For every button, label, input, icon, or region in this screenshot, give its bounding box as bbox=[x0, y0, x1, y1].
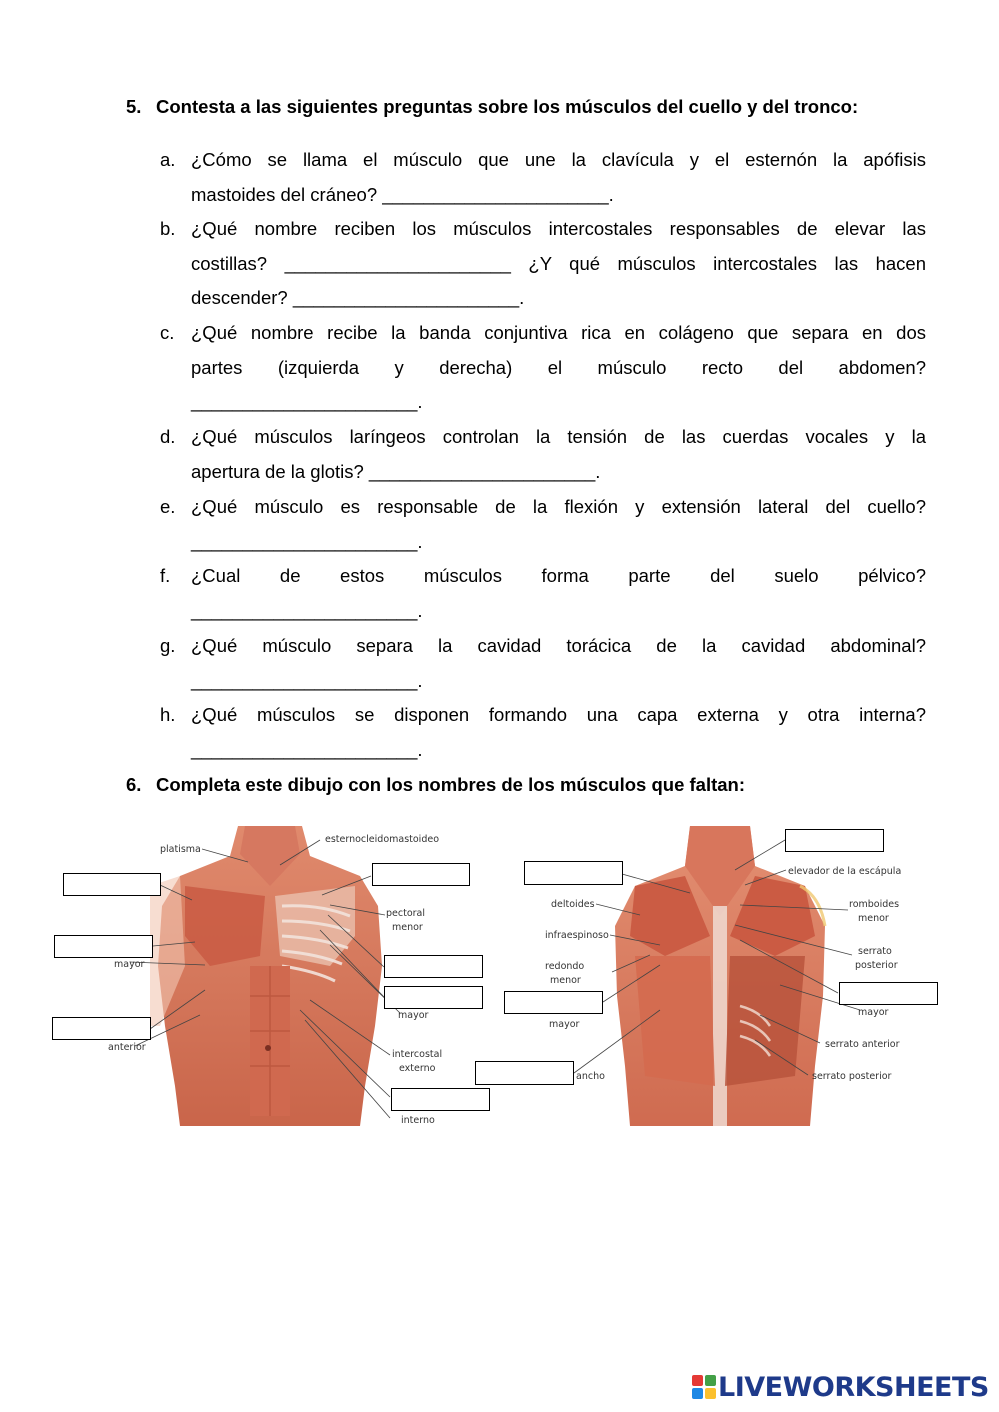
question-g bbox=[160, 629, 926, 698]
label-anterior: anterior bbox=[108, 1042, 146, 1053]
question-letter: f. bbox=[160, 565, 171, 586]
question-letter: d. bbox=[160, 426, 176, 447]
label-pectoral-menor: menor bbox=[392, 922, 423, 933]
answer-box-back-4[interactable] bbox=[504, 991, 603, 1014]
section-5-heading bbox=[126, 96, 858, 118]
question-h bbox=[160, 698, 926, 767]
label-serrato-posterior-top: posterior bbox=[855, 960, 898, 971]
question-letter: h. bbox=[160, 704, 176, 725]
answer-box-front-5[interactable] bbox=[384, 986, 483, 1009]
label-intercostal-externo: externo bbox=[399, 1063, 436, 1074]
answer-box-back-3[interactable] bbox=[839, 982, 938, 1005]
question-b bbox=[160, 212, 926, 316]
label-pectoral: pectoral bbox=[386, 908, 426, 919]
question-text: ¿Qué nombre recibe la banda conjuntiva rica en colágeno que separa en dos bbox=[191, 322, 926, 343]
question-text: ¿Cómo se llama el músculo que une la clavícula y el esternón la apófisis bbox=[191, 149, 926, 170]
question-text: ¿Cual de estos músculos forma parte del suelo pélvico? bbox=[191, 565, 926, 586]
answer-blank[interactable]: mastoides del cráneo? ______________________. bbox=[191, 183, 614, 205]
section-number: 5. bbox=[126, 96, 142, 117]
question-text: partes (izquierda y derecha) el músculo recto del abdomen? bbox=[191, 356, 926, 378]
label-serrato-posterior: serrato posterior bbox=[812, 1071, 892, 1082]
question-c bbox=[160, 316, 926, 420]
liveworksheets-icon bbox=[692, 1375, 716, 1399]
question-letter: g. bbox=[160, 635, 176, 656]
section-number: 6. bbox=[126, 774, 142, 795]
question-letter: c. bbox=[160, 322, 175, 343]
label-interno: interno bbox=[401, 1115, 435, 1126]
question-text: ¿Qué músculos laríngeos controlan la tensión de las cuerdas vocales y la bbox=[191, 426, 926, 447]
question-letter: e. bbox=[160, 496, 176, 517]
section-6-heading bbox=[126, 774, 745, 796]
answer-box-back-1[interactable] bbox=[785, 829, 884, 852]
question-f bbox=[160, 559, 926, 628]
question-letter: b. bbox=[160, 218, 176, 239]
answer-blank[interactable]: apertura de la glotis? ______________________. bbox=[191, 460, 601, 482]
answer-box-back-5[interactable] bbox=[475, 1061, 574, 1085]
label-ancho: ancho bbox=[576, 1071, 605, 1082]
question-letter: a. bbox=[160, 149, 176, 170]
label-platisma: platisma bbox=[160, 844, 201, 855]
label-pectoral-mayor: mayor bbox=[398, 1010, 429, 1021]
label-intercostal: intercostal bbox=[392, 1049, 443, 1060]
label-serrato: serrato bbox=[858, 946, 892, 957]
section-title: Contesta a las siguientes preguntas sobre los músculos del cuello y del tronco: bbox=[156, 96, 859, 117]
label-serrato-anterior: serrato anterior bbox=[825, 1039, 900, 1050]
question-text: ¿Qué nombre reciben los músculos intercostales responsables de elevar las bbox=[191, 218, 926, 239]
question-text: ¿Qué músculo es responsable de la flexión y extensión lateral del cuello? bbox=[191, 496, 926, 517]
answer-box-front-7[interactable] bbox=[391, 1088, 490, 1111]
question-d bbox=[160, 420, 926, 489]
front-torso-illustration bbox=[150, 826, 390, 1126]
label-mayor-left: mayor bbox=[114, 959, 145, 970]
answer-blank[interactable]: ______________________. bbox=[191, 530, 423, 552]
answer-box-back-2[interactable] bbox=[524, 861, 623, 885]
section-title: Completa este dibujo con los nombres de los músculos que faltan: bbox=[156, 774, 746, 795]
brand-name: LIVEWORKSHEETS bbox=[718, 1371, 989, 1403]
question-text: ¿Qué músculo separa la cavidad torácica de la cavidad abdominal? bbox=[191, 635, 926, 656]
answer-box-front-2[interactable] bbox=[372, 863, 470, 886]
label-redondo-menor: menor bbox=[550, 975, 581, 986]
question-e bbox=[160, 490, 926, 559]
answer-blank[interactable]: ______________________. bbox=[191, 669, 423, 691]
question-text: ¿Qué músculos se disponen formando una capa externa y otra interna? bbox=[191, 704, 926, 725]
answer-box-front-4[interactable] bbox=[384, 955, 483, 978]
label-redondo-mayor: mayor bbox=[549, 1019, 580, 1030]
label-elevador-escapula: elevador de la escápula bbox=[788, 866, 902, 877]
label-redondo: redondo bbox=[545, 961, 585, 972]
liveworksheets-logo bbox=[692, 1372, 989, 1402]
label-esternocleidomastoideo: esternocleidomastoideo bbox=[325, 834, 440, 845]
label-deltoides: deltoides bbox=[551, 899, 595, 910]
answer-blank[interactable]: ______________________. bbox=[191, 391, 423, 413]
answer-blank[interactable]: descender? ______________________. bbox=[191, 287, 525, 309]
question-text[interactable]: costillas? ______________________ ¿Y qué músculos intercostales las hacen bbox=[191, 252, 926, 274]
answer-blank[interactable]: ______________________. bbox=[191, 738, 423, 760]
label-infraespinoso: infraespinoso bbox=[545, 930, 609, 941]
answer-box-front-3[interactable] bbox=[54, 935, 153, 958]
answer-box-front-6[interactable] bbox=[52, 1017, 151, 1040]
answer-box-front-1[interactable] bbox=[63, 873, 161, 896]
question-a bbox=[160, 143, 926, 212]
label-romboides-menor: menor bbox=[858, 913, 889, 924]
answer-blank[interactable]: ______________________. bbox=[191, 599, 423, 621]
label-romboides: romboides bbox=[849, 899, 900, 910]
label-mayor-right: mayor bbox=[858, 1007, 889, 1018]
